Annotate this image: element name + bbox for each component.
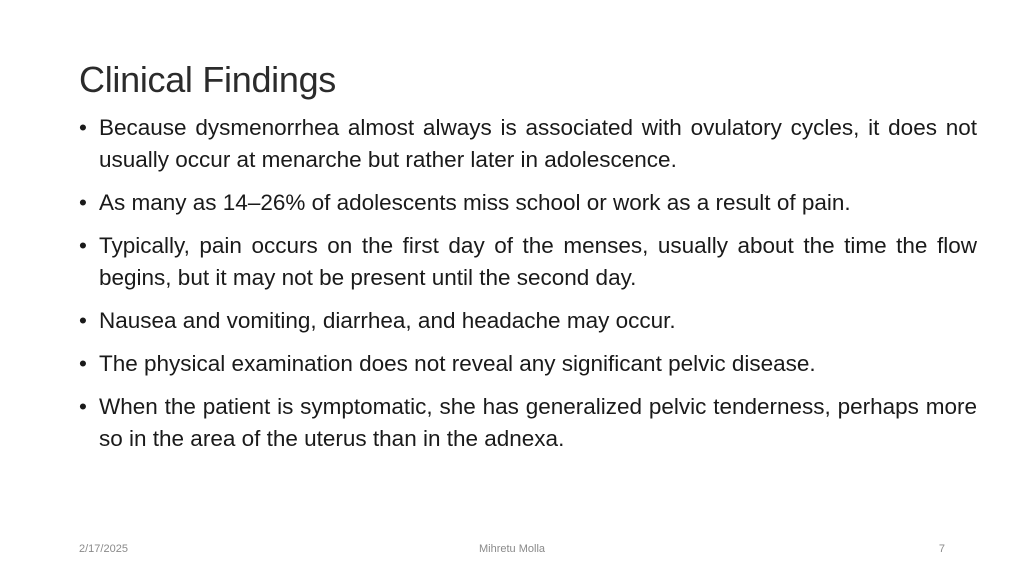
bullet-item: • Typically, pain occurs on the first day of the menses, usually about the time the flow begins, but it may not be present until the second day. xyxy=(79,230,977,294)
footer-date: 2/17/2025 xyxy=(79,543,128,555)
bullet-item: • When the patient is symptomatic, she has generalized pelvic tenderness, perhaps more so in the area of the uterus than in the adnexa. xyxy=(79,391,977,455)
bullet-item: • Nausea and vomiting, diarrhea, and headache may occur. xyxy=(79,305,977,337)
bullet-item: • The physical examination does not reveal any significant pelvic disease. xyxy=(79,348,977,380)
bullet-item: • As many as 14–26% of adolescents miss school or work as a result of pain. xyxy=(79,187,977,219)
footer-author: Mihretu Molla xyxy=(478,543,546,555)
footer-page-number: 7 xyxy=(938,543,945,555)
slide-title: Clinical Findings xyxy=(79,59,337,100)
bullet-list xyxy=(79,112,977,466)
bullet-item: • Because dysmenorrhea almost always is associated with ovulatory cycles, it does not usually occur at menarche but rather later in adolescence. xyxy=(79,112,977,176)
